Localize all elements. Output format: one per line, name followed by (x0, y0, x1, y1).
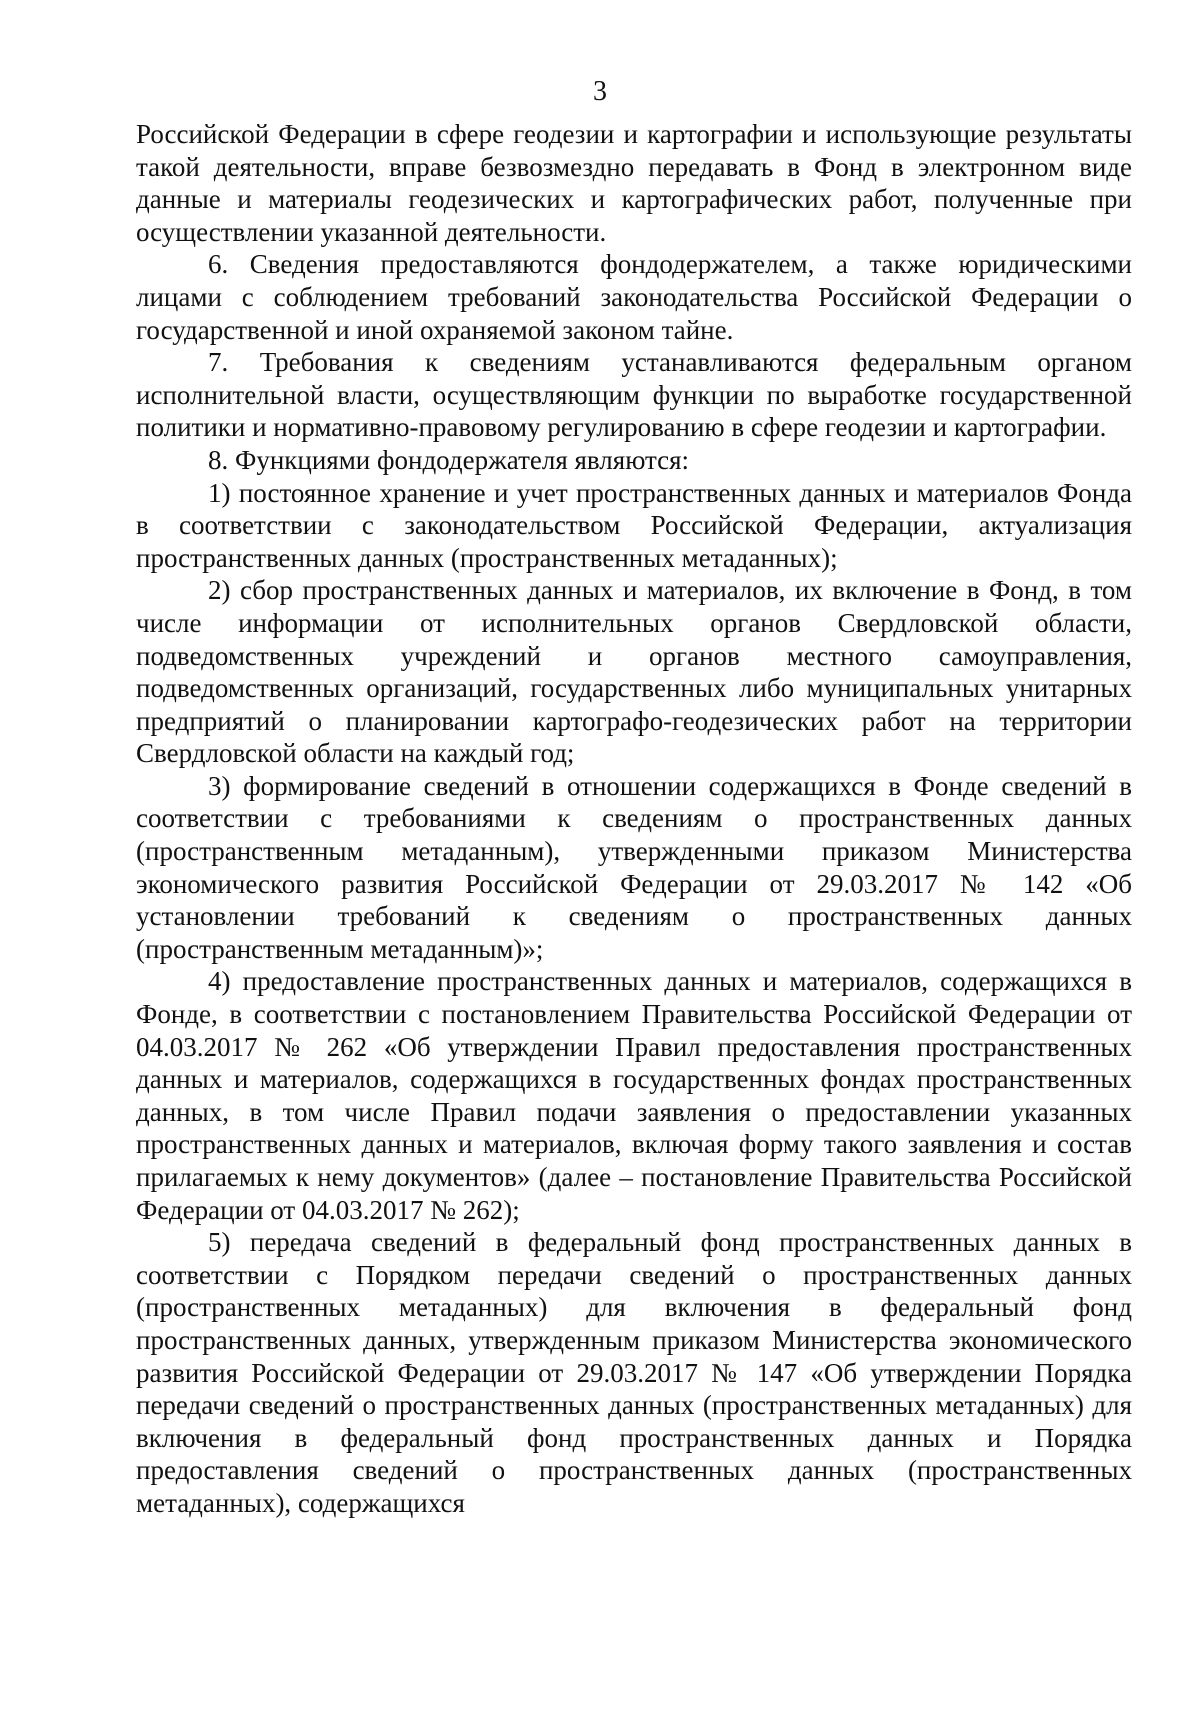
paragraph-subitem-2: 2) сбор пространственных данных и материалов, их включение в Фонд, в том числе информации от исполнительных органов Свердловской области, подведомственных учреждений и органов местного самоуправления, подведомственных организаций, государственных либо муниципальных унитарных предприятий о планировании картографо-геодезических работ на территории Свердловской области на каждый год; (136, 575, 1132, 769)
document-body (136, 118, 1132, 1520)
paragraph-subitem-5: 5) передача сведений в федеральный фонд пространственных данных в соответствии с Порядком передачи сведений о пространственных данных (пространственных метаданных) для включения в федеральный фонд пространственных данных, утвержденным приказом Министерства экономического развития Российской Федерации от 29.03.2017 № 147 «Об утверждении Порядка передачи сведений о пространственных данных (пространственных метаданных) для включения в федеральный фонд пространственных данных и Порядка предоставления сведений о пространственных данных (пространственных метаданных), содержащихся (136, 1227, 1132, 1518)
paragraph-subitem-4: 4) предоставление пространственных данных и материалов, содержащихся в Фонде, в соответствии с постановлением Правительства Российской Федерации от 04.03.2017 № 262 «Об утверждении Правил предоставления пространственных данных и материалов, содержащихся в государственных фондах пространственных данных, в том числе Правил подачи заявления о предоставлении указанных пространственных данных и материалов, включая форму такого заявления и состав прилагаемых к нему документов» (далее – постановление Правительства Российской Федерации от 04.03.2017 № 262); (136, 966, 1132, 1225)
paragraph-continuation: Российской Федерации в сфере геодезии и картографии и использующие результаты такой деятельности, вправе безвозмездно передавать в Фонд в электронном виде данные и материалы геодезических и картографических работ, полученные при осуществлении указанной деятельности. (136, 119, 1132, 247)
paragraph-item-6: 6. Сведения предоставляются фондодержателем, а также юридическими лицами с соблюдением требований законодательства Российской Федерации о государственной и иной охраняемой законом тайне. (136, 249, 1132, 345)
paragraph-subitem-1: 1) постоянное хранение и учет пространственных данных и материалов Фонда в соответствии с законодательством Российской Федерации, актуализация пространственных данных (пространственных метаданных); (136, 477, 1132, 573)
page-number: 3 (593, 76, 607, 107)
paragraph-item-7: 7. Требования к сведениям устанавливаются федеральным органом исполнительной власти, осуществляющим функции по выработке государственной политики и нормативно-правовому регулированию в сфере геодезии и картографии. (136, 347, 1132, 443)
paragraph-subitem-3: 3) формирование сведений в отношении содержащихся в Фонде сведений в соответствии с требованиями к сведениям о пространственных данных (пространственным метаданным), утвержденными приказом Министерства экономического развития Российской Федерации от 29.03.2017 № 142 «Об установлении требований к сведениям о пространственных данных (пространственным метаданным)»; (136, 770, 1132, 964)
paragraph-item-8-heading: 8. Функциями фондодержателя являются: (208, 444, 690, 475)
